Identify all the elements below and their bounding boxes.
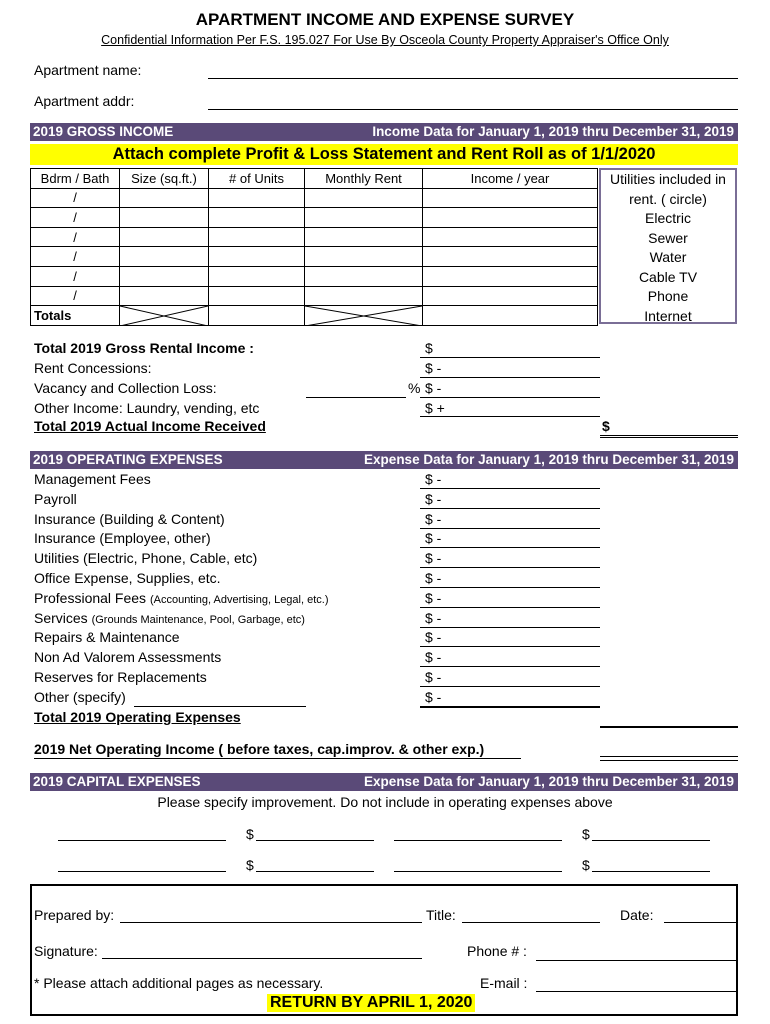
- units-cell[interactable]: [209, 266, 305, 286]
- bdrm-bath-cell[interactable]: /: [31, 266, 120, 286]
- operating-expenses-period: Expense Data for January 1, 2019 thru December 31, 2019: [364, 452, 734, 467]
- expense-note: (Grounds Maintenance, Pool, Garbage, etc): [91, 613, 305, 626]
- income-cell[interactable]: [423, 247, 598, 267]
- size-cell[interactable]: [120, 286, 209, 306]
- return-by-notice: RETURN BY APRIL 1, 2020: [267, 994, 475, 1012]
- phone-label: Phone # :: [467, 943, 527, 959]
- income-cell[interactable]: [423, 266, 598, 286]
- operating-expenses-header: [30, 451, 738, 469]
- form-title: APARTMENT INCOME AND EXPENSE SURVEY: [195, 10, 575, 29]
- utility-water[interactable]: Water: [649, 249, 687, 265]
- prepared-by-label: Prepared by:: [34, 907, 115, 923]
- apartment-name-field[interactable]: [208, 78, 738, 79]
- list-item: [34, 511, 600, 531]
- income-cell[interactable]: [423, 208, 598, 228]
- expense-label: Non Ad Valorem Assessments: [34, 649, 222, 666]
- vacancy-pct-sign: %: [408, 380, 421, 396]
- vacancy-value: $ -: [425, 380, 442, 396]
- attach-pages-note: * Please attach additional pages as necessary.: [34, 975, 324, 991]
- table-row: [31, 266, 598, 286]
- totals-rent-crossed: [305, 306, 423, 326]
- capital-amount-1-field[interactable]: [256, 840, 374, 841]
- vacancy-field[interactable]: [420, 397, 600, 398]
- other-income-field[interactable]: [420, 416, 600, 417]
- email-label: E-mail :: [480, 975, 528, 991]
- table-row: [31, 208, 598, 228]
- expense-label: Office Expense, Supplies, etc.: [34, 569, 221, 586]
- apartment-addr-field[interactable]: [208, 109, 738, 110]
- expense-label: Insurance (Building & Content): [34, 510, 225, 527]
- table-row: [31, 188, 598, 208]
- size-cell[interactable]: [120, 227, 209, 247]
- expense-field[interactable]: [420, 567, 600, 568]
- attach-notice: Attach complete Profit & Loss Statement and Rent Roll as of 1/1/2020: [30, 144, 738, 165]
- expense-value: $ -: [425, 609, 442, 626]
- list-item: [34, 590, 600, 610]
- expense-label: Services: [34, 609, 88, 626]
- list-item: [34, 530, 600, 550]
- expense-label: Other (specify): [34, 688, 126, 705]
- total-actual-value: $: [602, 418, 610, 434]
- expense-label: Payroll: [34, 490, 77, 507]
- signature-label: Signature:: [34, 943, 98, 959]
- total-operating-label: Total 2019 Operating Expenses: [34, 709, 241, 725]
- expense-label: Reserves for Replacements: [34, 668, 207, 685]
- expense-label: Utilities (Electric, Phone, Cable, etc): [34, 550, 258, 567]
- other-specify-field[interactable]: [134, 706, 306, 707]
- other-income-value: $ +: [425, 400, 445, 416]
- apartment-name-label: Apartment name:: [34, 62, 142, 78]
- expense-label: Professional Fees: [34, 589, 147, 606]
- form-subtitle: Confidential Information Per F.S. 195.027 For Use By Osceola County Property Appraiser's Office Only: [101, 33, 669, 47]
- col-monthly-rent: Monthly Rent: [305, 169, 423, 189]
- utilities-title-line1: Utilities included in: [610, 171, 726, 187]
- concessions-field[interactable]: [420, 377, 600, 378]
- expense-label: Repairs & Maintenance: [34, 629, 180, 646]
- operating-expense-list: [34, 471, 600, 709]
- gross-income-title: 2019 GROSS INCOME: [33, 124, 174, 139]
- utility-electric[interactable]: Electric: [645, 210, 691, 226]
- expense-value: $ -: [425, 629, 442, 646]
- email-field[interactable]: [536, 991, 736, 992]
- capital-expenses-period: Expense Data for January 1, 2019 thru December 31, 2019: [364, 774, 734, 789]
- size-cell[interactable]: [120, 247, 209, 267]
- date-field[interactable]: [664, 922, 736, 923]
- units-cell[interactable]: [209, 227, 305, 247]
- capital-item-3-field[interactable]: [58, 871, 226, 872]
- prepared-by-field[interactable]: [120, 922, 422, 923]
- expense-value: $ -: [425, 550, 442, 567]
- expense-value: $ -: [425, 668, 442, 685]
- bdrm-bath-cell[interactable]: /: [31, 188, 120, 208]
- date-label: Date:: [620, 907, 654, 923]
- expense-value: $ -: [425, 530, 442, 547]
- list-item: [34, 471, 600, 491]
- total-actual-field[interactable]: [600, 435, 738, 438]
- totals-row: [31, 306, 598, 326]
- expense-value: $ -: [425, 510, 442, 527]
- utility-cable-tv[interactable]: Cable TV: [638, 268, 698, 285]
- gross-income-period: Income Data for January 1, 2019 thru December 31, 2019: [372, 124, 734, 139]
- bdrm-bath-cell[interactable]: /: [31, 227, 120, 247]
- other-income-label: Other Income: Laundry, vending, etc: [34, 400, 260, 416]
- vacancy-pct-field[interactable]: [306, 397, 406, 398]
- units-cell[interactable]: [209, 286, 305, 306]
- total-actual-label: Total 2019 Actual Income Received: [34, 418, 266, 434]
- cross-out-icon: [120, 306, 208, 326]
- noi-field-underline: [600, 760, 738, 761]
- capital-item-1-field[interactable]: [58, 840, 226, 841]
- income-cell[interactable]: [423, 188, 598, 208]
- col-income-year: Income / year: [423, 169, 598, 189]
- units-cell[interactable]: [209, 247, 305, 267]
- rent-cell[interactable]: [305, 208, 423, 228]
- total-gross-label: Total 2019 Gross Rental Income :: [34, 340, 254, 356]
- size-cell[interactable]: [120, 208, 209, 228]
- expense-field[interactable]: [420, 627, 600, 628]
- capital-dollar: $: [246, 857, 254, 873]
- expense-value: $ -: [425, 569, 442, 586]
- phone-field[interactable]: [536, 960, 736, 961]
- list-item: [34, 550, 600, 570]
- table-header-row: [31, 169, 598, 189]
- col-units: # of Units: [209, 169, 305, 189]
- rent-cell[interactable]: [305, 266, 423, 286]
- list-item: [34, 629, 600, 649]
- cross-out-icon: [305, 306, 422, 326]
- expense-note: (Accounting, Advertising, Legal, etc.): [149, 593, 329, 606]
- capital-dollar: $: [582, 857, 590, 873]
- totals-units-cell[interactable]: [209, 306, 305, 326]
- capital-dollar: $: [246, 826, 254, 842]
- utility-sewer[interactable]: Sewer: [648, 229, 688, 246]
- utility-internet[interactable]: Internet: [644, 307, 692, 324]
- size-cell[interactable]: [120, 188, 209, 208]
- capital-dollar: $: [582, 826, 590, 842]
- units-cell[interactable]: [209, 208, 305, 228]
- noi-field[interactable]: [600, 756, 738, 757]
- table-row: [31, 286, 598, 306]
- list-item: [34, 689, 600, 709]
- income-cell[interactable]: [423, 286, 598, 306]
- title-label: Title:: [426, 907, 456, 923]
- expense-field[interactable]: [420, 508, 600, 509]
- capital-expenses-header: [30, 773, 738, 791]
- capital-expenses-title: 2019 CAPITAL EXPENSES: [33, 774, 201, 789]
- vacancy-label: Vacancy and Collection Loss:: [34, 380, 217, 396]
- utility-phone[interactable]: Phone: [647, 288, 689, 304]
- bdrm-bath-cell[interactable]: /: [31, 286, 120, 306]
- list-item: [34, 669, 600, 689]
- capital-item-2-field[interactable]: [394, 840, 562, 841]
- rent-cell[interactable]: [305, 227, 423, 247]
- gross-field[interactable]: [420, 357, 600, 358]
- capital-amount-4-field[interactable]: [592, 871, 710, 872]
- rent-concessions-label: Rent Concessions:: [34, 360, 152, 376]
- concessions-value: $ -: [425, 360, 442, 376]
- bdrm-bath-cell[interactable]: /: [31, 247, 120, 267]
- expense-field[interactable]: [420, 686, 600, 687]
- col-size: Size (sq.ft.): [120, 169, 209, 189]
- expense-value: $ -: [425, 471, 442, 487]
- expense-value: $ -: [425, 589, 442, 606]
- table-row: [31, 247, 598, 267]
- expense-value: $ -: [425, 649, 442, 666]
- expense-label: Insurance (Employee, other): [34, 530, 211, 547]
- opex-underline: [420, 707, 600, 708]
- list-item: [34, 610, 600, 630]
- operating-expenses-title: 2019 OPERATING EXPENSES: [33, 452, 223, 467]
- totals-income-cell[interactable]: [423, 306, 598, 326]
- units-cell[interactable]: [209, 188, 305, 208]
- noi-label: 2019 Net Operating Income ( before taxes, cap.improv. & other exp.): [34, 741, 485, 757]
- bdrm-bath-cell[interactable]: /: [31, 208, 120, 228]
- table-row: [31, 227, 598, 247]
- title-field[interactable]: [462, 922, 600, 923]
- apartment-addr-label: Apartment addr:: [34, 93, 135, 109]
- list-item: [34, 491, 600, 511]
- expense-field[interactable]: [420, 528, 600, 529]
- expense-field[interactable]: [420, 488, 600, 489]
- utilities-box: [599, 168, 737, 324]
- capital-amount-2-field[interactable]: [592, 840, 710, 841]
- noi-label-underline: [34, 758, 521, 759]
- expense-field[interactable]: [420, 547, 600, 548]
- totals-size-crossed: [120, 306, 209, 326]
- gross-value: $: [425, 340, 433, 356]
- gross-income-header: [30, 123, 738, 141]
- rent-cell[interactable]: [305, 286, 423, 306]
- income-cell[interactable]: [423, 227, 598, 247]
- totals-label: Totals: [31, 306, 120, 326]
- expense-label: Management Fees: [34, 471, 151, 487]
- expense-field[interactable]: [420, 607, 600, 608]
- expense-field[interactable]: [420, 587, 600, 588]
- expense-field[interactable]: [420, 646, 600, 647]
- size-cell[interactable]: [120, 266, 209, 286]
- capital-instruction: Please specify improvement. Do not include in operating expenses above: [157, 794, 613, 810]
- rent-cell[interactable]: [305, 247, 423, 267]
- signature-field[interactable]: [102, 958, 422, 959]
- expense-value: $ -: [425, 688, 442, 705]
- capital-amount-3-field[interactable]: [256, 871, 374, 872]
- utilities-title-line2: rent. ( circle): [629, 190, 707, 207]
- expense-field[interactable]: [420, 666, 600, 667]
- capital-item-4-field[interactable]: [394, 871, 562, 872]
- col-bdrm-bath: Bdrm / Bath: [31, 169, 120, 189]
- rent-cell[interactable]: [305, 188, 423, 208]
- expense-value: $ -: [425, 490, 442, 507]
- list-item: [34, 570, 600, 590]
- total-operating-field[interactable]: [600, 726, 738, 728]
- income-table: [30, 168, 598, 326]
- list-item: [34, 649, 600, 669]
